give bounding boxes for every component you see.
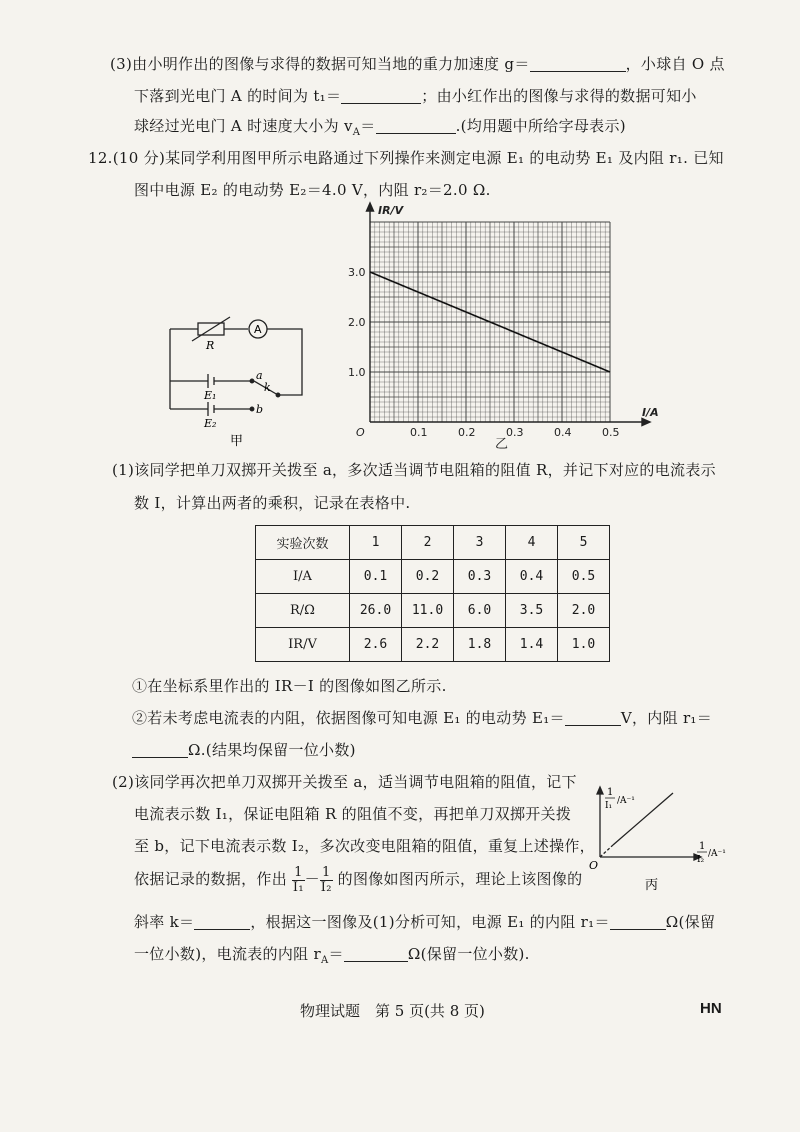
- y-tick-label: 1.0: [348, 366, 366, 379]
- q3-line2: 下落到光电门 A 的时间为 t₁＝ ；由小红作出的图像与求得的数据可知小: [134, 87, 697, 105]
- q12-line1: 12.(10 分)某同学利用图甲所示电路通过下列操作来测定电源 E₁ 的电动势 E₁ 及内阻 r₁. 已知: [88, 149, 724, 167]
- table-row-label: 实验次数: [256, 526, 350, 560]
- contact-a-label: a: [256, 369, 263, 382]
- x-tick-label: 0.3: [506, 426, 524, 439]
- svg-text:I₂: I₂: [697, 855, 705, 865]
- x-axis-label: I/A: [642, 406, 659, 419]
- y-axis-arrow: [367, 203, 374, 211]
- page-footer: 物理试题 第 5 页(共 8 页): [300, 1002, 485, 1020]
- part1-line1: (1)该同学把单刀双掷开关拨至 a，多次适当调节电阻箱的阻值 R，并记下对应的电流表示: [112, 461, 716, 479]
- svg-text:丙: 丙: [645, 878, 659, 893]
- table-cell: 3: [454, 526, 506, 560]
- table-cell: 1: [350, 526, 402, 560]
- contact-b-label: b: [256, 403, 264, 416]
- table-header-row: [256, 526, 610, 560]
- circuit-caption: 甲: [230, 434, 244, 449]
- answer-blank-va[interactable]: [376, 118, 456, 134]
- origin-label: O: [356, 426, 365, 439]
- table-row-label: R/Ω: [256, 594, 350, 628]
- table-cell: 3.5: [506, 594, 558, 628]
- y-tick-label: 3.0: [348, 266, 366, 279]
- svg-text:O: O: [589, 859, 599, 872]
- sub-item-2: ②若未考虑电流表的内阻，依据图像可知电源 E₁ 的电动势 E₁＝ V，内阻 r₁＝: [132, 709, 713, 727]
- part2-line6: 一位小数)，电流表的内阻 $r_A= \Omega$(保留一位小数).: [134, 945, 530, 966]
- svg-text:/A⁻¹: /A⁻¹: [617, 796, 635, 806]
- sub-item-1: ①在坐标系里作出的 IR－I 的图像如图乙所示.: [132, 677, 447, 695]
- svg-text:I₁: I₁: [605, 801, 613, 811]
- part2-line2: 电流表示数 I₁，保证电阻箱 R 的阻值不变，再把单刀双掷开关拨: [134, 805, 572, 823]
- table-cell: 11.0: [402, 594, 454, 628]
- table-cell: 4: [506, 526, 558, 560]
- q12-line2: 图中电源 E₂ 的电动势 E₂＝4.0 V，内阻 r₂＝2.0 Ω.: [134, 181, 491, 199]
- svg-text:/A⁻¹: /A⁻¹: [708, 849, 726, 859]
- x-tick-label: 0.1: [410, 426, 428, 439]
- table-cell: 1.8: [454, 628, 506, 662]
- ir-i-chart: [345, 200, 659, 452]
- part2-line5: 斜率 k＝ ，根据这一图像及(1)分析可知，电源 E₁ 的内阻 r₁＝ Ω(保留: [134, 913, 716, 931]
- table-cell: 5: [558, 526, 610, 560]
- answer-blank-r1[interactable]: [132, 742, 188, 758]
- fraction-1-over-i1: $\frac{1}{\text{I₁}}$: [292, 864, 304, 895]
- svg-text:1: 1: [699, 841, 706, 852]
- table-cell: 2.2: [402, 628, 454, 662]
- ammeter-label: A: [254, 323, 262, 336]
- x-tick-label: 0.4: [554, 426, 572, 439]
- table-cell: 1.4: [506, 628, 558, 662]
- part2-line3: 至 b，记下电流表示数 I₂，多次改变电阻箱的阻值，重复上述操作，: [134, 837, 595, 855]
- answer-blank-g[interactable]: [530, 56, 626, 72]
- table-row: [256, 560, 610, 594]
- table-cell: 26.0: [350, 594, 402, 628]
- svg-text:1: 1: [607, 787, 614, 798]
- table-cell: 0.1: [350, 560, 402, 594]
- table-row-label: IR/V: [256, 628, 350, 662]
- table-row: [256, 628, 610, 662]
- data-table: [255, 525, 610, 662]
- x-tick-label: 0.5: [602, 426, 620, 439]
- answer-blank-ra[interactable]: [344, 946, 408, 962]
- table-cell: 2.0: [558, 594, 610, 628]
- table-cell: 1.0: [558, 628, 610, 662]
- table-cell: 0.3: [454, 560, 506, 594]
- answer-blank-t1[interactable]: [341, 88, 421, 104]
- table-cell: 0.2: [402, 560, 454, 594]
- x-tick-label: 0.2: [458, 426, 476, 439]
- y-axis-label: IR/V: [378, 204, 404, 217]
- answer-blank-k[interactable]: [194, 914, 250, 930]
- x-axis-arrow: [642, 419, 650, 426]
- chart-caption: 乙: [495, 437, 509, 452]
- table-row: [256, 594, 610, 628]
- e1-label: E₁: [204, 389, 217, 402]
- table-cell: 2.6: [350, 628, 402, 662]
- part1-line2: 数 I，计算出两者的乘积，记录在表格中.: [134, 494, 411, 512]
- answer-blank-r1-second[interactable]: [610, 914, 666, 930]
- q3-line1: (3)由小明作出的图像与求得的数据可知当地的重力加速度 g＝ ，小球自 O 点: [110, 55, 725, 73]
- switch-k-label: k: [264, 381, 271, 394]
- part2-line1: (2)该同学再次把单刀双掷开关拨至 a，适当调节电阻箱的阻值，记下: [112, 773, 577, 791]
- figure-bing: [585, 785, 735, 895]
- y-tick-label: 2.0: [348, 316, 366, 329]
- table-cell: 0.5: [558, 560, 610, 594]
- table-cell: 6.0: [454, 594, 506, 628]
- circuit-diagram: [160, 315, 310, 450]
- table-cell: 2: [402, 526, 454, 560]
- part2-line4: 依据记录的数据，作出 $\frac{1}{\text{I₁}}$ － $\frac{1}{\text{I₂}}$ 的图像如图丙所示，理论上该图像的: [134, 864, 583, 895]
- table-cell: 0.4: [506, 560, 558, 594]
- sub-item-2-cont: Ω.(结果均保留一位小数): [132, 740, 356, 760]
- footer-code: HN: [700, 1000, 722, 1017]
- e2-label: E₂: [204, 417, 217, 430]
- answer-blank-e1[interactable]: [565, 710, 621, 726]
- fraction-1-over-i2: $\frac{1}{\text{I₂}}$: [320, 864, 332, 895]
- table-row-label: I/A: [256, 560, 350, 594]
- q3-line3: 球经过光电门 A 时速度大小为 $v_A=$ .(均用题中所给字母表示): [134, 117, 626, 138]
- rheostat-label: R: [206, 339, 215, 352]
